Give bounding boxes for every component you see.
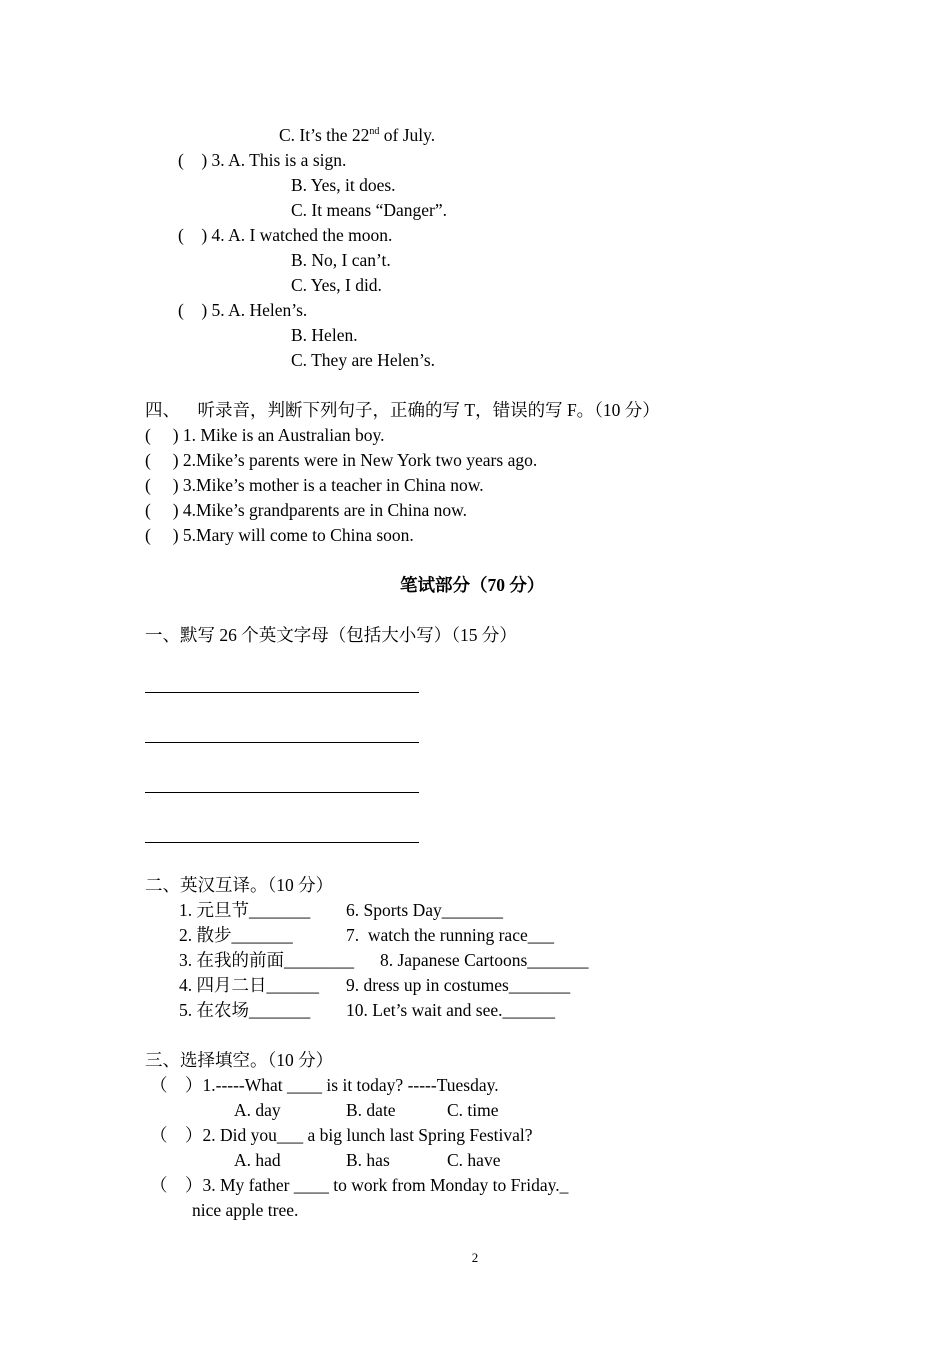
tf-item: ( ) 3.Mike’s mother is a teacher in China now. (145, 475, 484, 495)
q5-option-c: C. They are Helen’s. (291, 350, 436, 370)
section-4-heading: 四、 听录音，判断下列句子，正确的写 T，错误的写 F。（10 分） (145, 400, 660, 420)
translation-right: 10. Let’s wait and see.______ (346, 1000, 555, 1020)
mc-q1-option-b: B. date (346, 1100, 396, 1120)
translation-right: 7. watch the running race___ (346, 925, 554, 945)
q4-option-b: B. No, I can’t. (291, 250, 391, 270)
page-number: 2 (471, 1250, 479, 1265)
mc-q2-stem: （ ）2. Did you___ a big lunch last Spring Festival? (150, 1125, 533, 1145)
q2-option-c: C. It’s the 22nd of July. (279, 125, 436, 145)
q4-option-c: C. Yes, I did. (291, 275, 382, 295)
answer-line[interactable] (145, 692, 419, 693)
q3-option-c: C. It means “Danger”. (291, 200, 447, 220)
mc-q1-option-a: A. day (234, 1100, 281, 1120)
written-part3-heading: 三、选择填空。（10 分） (145, 1050, 334, 1070)
translation-left: 3. 在我的前面________ (179, 950, 354, 970)
mc-q2-option-b: B. has (346, 1150, 390, 1170)
q5-option-b: B. Helen. (291, 325, 358, 345)
tf-item: ( ) 4.Mike’s grandparents are in China now. (145, 500, 468, 520)
q5-stem: ( ) 5. A. Helen’s. (178, 300, 308, 320)
answer-line[interactable] (145, 742, 419, 743)
mc-q2-option-a: A. had (234, 1150, 281, 1170)
written-part2-heading: 二、英汉互译。（10 分） (145, 875, 334, 895)
translation-left: 4. 四月二日______ (179, 975, 319, 995)
q4-stem: ( ) 4. A. I watched the moon. (178, 225, 393, 245)
translation-right: 8. Japanese Cartoons_______ (380, 950, 589, 970)
mc-q1-stem: （ ）1.-----What ____ is it today? -----Tuesday. (150, 1075, 499, 1095)
mc-q3-stem: （ ）3. My father ____ to work from Monday to Friday._ (150, 1175, 569, 1195)
q3-stem: ( ) 3. A. This is a sign. (178, 150, 347, 170)
mc-q1-option-c: C. time (447, 1100, 499, 1120)
translation-left: 2. 散步_______ (179, 925, 293, 945)
translation-right: 6. Sports Day_______ (346, 900, 504, 920)
translation-left: 5. 在农场_______ (179, 1000, 311, 1020)
tf-item: ( ) 1. Mike is an Australian boy. (145, 425, 385, 445)
tf-item: ( ) 5.Mary will come to China soon. (145, 525, 414, 545)
translation-right: 9. dress up in costumes_______ (346, 975, 571, 995)
mc-q2-option-c: C. have (447, 1150, 501, 1170)
tf-item: ( ) 2.Mike’s parents were in New York two years ago. (145, 450, 538, 470)
answer-line[interactable] (145, 842, 419, 843)
mc-q3-overflow-text: nice apple tree. (192, 1200, 299, 1220)
translation-left: 1. 元旦节_______ (179, 900, 311, 920)
answer-line[interactable] (145, 792, 419, 793)
written-section-title: 笔试部分（70 分） (400, 575, 545, 595)
q3-option-b: B. Yes, it does. (291, 175, 396, 195)
written-part1-heading: 一、默写 26 个英文字母（包括大小写）（15 分） (145, 625, 517, 645)
